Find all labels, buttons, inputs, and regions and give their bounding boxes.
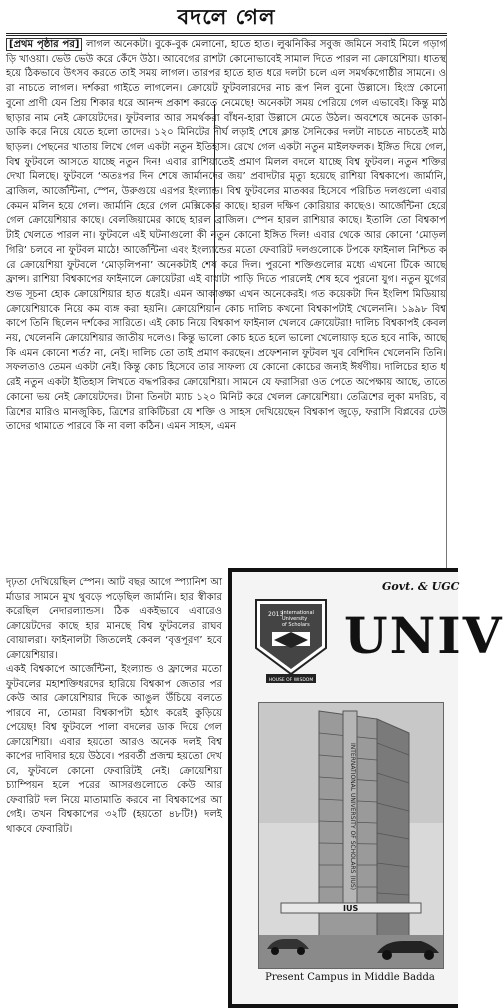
article-body-narrow-column	[6, 576, 222, 1004]
campus-caption: Present Campus in Middle Badda	[265, 972, 435, 983]
university-logo-icon	[252, 596, 330, 686]
university-title: UNIV	[344, 606, 504, 665]
headline-rule	[6, 33, 447, 34]
logo-line-1: International	[282, 610, 314, 616]
ad-panel	[232, 572, 504, 1004]
article-text-part-2: দৃঢ়তা দেখিয়েছিল স্পেন। আট বছর আগে স্প্যানিশ আর্মাডার সামনে মুখ থুবড়ে পড়েছিল জার্মানি। হার স্বীকার করেছিল নেদারল্যান্ডস। ঠিক একইভাবে এবারেও ক্রোয়েটদের কাছে হার মানছে বিশ্ব ফুটবলের রাঘববোয়ালরা। ফাইনালটা জিতলেই কেবল ‘বৃত্তপূরণ’ হবে ক্রোয়েশিয়ার। একই বিশ্বকাপে আর্জেন্টিনা, ইংল্যান্ড ও ফ্রান্সের মতো ফুটবলের মহাশক্তিধরদের হারিয়ে বিশ্বকাপ জেতার পর কেউ আর ক্রোয়েশিয়ার দিকে আঙুল উঁচিয়ে বলতে পারবে না, তোমরা বিশ্বকাপটা হঠাৎ করেই কুড়িয়ে পেয়েছ! বিশ্ব ফুটবলে পালা বদলের ডাক দিয়ে গেল ক্রোয়েশিয়া। এবার হয়তো আরও অনেক দলই বিশ্বকাপের দাবিদার হয়ে উঠবে। পরবর্তী প্রজন্ম হয়তো দেখবে, ফুটবলে কোনো ফেবারিটই নেই। ক্রোয়েশিয়া চ্যাম্পিয়ন হলে পরের আসরগুলোতে কেউ আর ফেবারিট দল নিয়ে মাতামাতি করবে না বিশ্বকাপের আগেই। তখন বিশ্বকাপের ৩২টি (হয়তো ৪৮টি!) দলই থাকবে ফেবারিট।	[6, 577, 222, 835]
logo-line-3: of Scholars	[282, 622, 310, 628]
logo-motto: HOUSE OF WISDOM	[268, 678, 314, 683]
right-edge-divider	[214, 104, 227, 304]
logo-line-2: University	[282, 616, 308, 622]
university-advertisement	[228, 568, 504, 1008]
continuation-label: [প্রথম পৃষ্ঠার পর]	[6, 38, 82, 51]
article-text-part-1: লাগল অনেকটা। বুকে-বুক মেলানো, হাতে হাত। লুঝনিকির সবুজ জমিনে সবাই মিলে গড়াগড়ি খাওয়া। ভেউ ভেউ করে কেঁদে উঠা। আবেগের রাশটা কোনোভাবেই সামাল দিতে পারল না ক্রোয়েশিয়া। ধাতস্থ হয়ে ঠিকভাবে উৎসব করতে তাই সময় লাগল। তারপর হাতে হাত ধরে দলটা চলে এল সমর্থকগোষ্ঠীর সামনে। ওরা নাচতে লাগল। দর্শকরা গাইতে লাগলেন। ক্রোয়েট ফুটবলারদের নাচ রূপ নিল বুনো উল্লাসে। হিংস্র কোনো বুনো প্রাণী যেন প্রিয় শিকার ধরে আনন্দ প্রকাশ করতে নেমেছে! অনেকটা সময় পেরিয়ে গেল এভাবেই। কিন্তু মাঠ ছাড়ার নাম নেই ক্রোয়েটদের। ফুটবলার আর সমর্থকরা বাঁধন-হারা উল্লাসে মেতে উঠল। অবশেষে অনেক ডাকা-ডাকি করে নিয়ে যেতে হলো তাদের। ১২০ মিনিটের দীর্ঘ লড়াই শেষে ক্লান্ত সৈনিকের দলটা নাচতে নাচতেই মাঠ ছাড়ল। পেছনের খাতায় লিখে গেল একটা নতুন ইতিহাস। রেখে গেল একটা নতুন মাইলফলক। ইঙ্গিত দিয়ে গেল, বিশ্ব ফুটবলে আসতে যাচ্ছে নতুন দিন! এবার রাশিয়াতেই প্রমাণ মিলল বদলে যাচ্ছে বিশ্ব ফুটবল। নতুন শক্তির দেখা মিলছে। ফুটবলে ‘অতঃপর দিন শেষে জার্মানদের জয়’ প্রবাদটার মৃত্যু হয়েছে রাশিয়া বিশ্বকাপে। জার্মানি, ব্রাজিল, আর্জেন্টিনা, স্পেন, উরুগুয়ে এরপর ইংল্যান্ড। বিশ্ব ফুটবলের মাতব্বর হিসেবে পরিচিত দলগুলো এবার কেমন মলিন হয়ে গেল। জার্মানি হেরে গেল মেক্সিকোর কাছে। হারল দক্ষিণ কোরিয়ার কাছেও। আর্জেন্টিনা হেরে গেল ক্রোয়েশিয়ার কাছে। বেলজিয়ামের কাছে হারল ব্রাজিল। স্পেন হারল রাশিয়ার কাছে। ইতালি তো বিশ্বকাপটাই খেলতে পারল না। ফুটবলে এই ঘটনাগুলো কী নতুন কোনো ইঙ্গিত দিল! এবার থেকে আর কোনো ‘মোড়লগিরি’ চলবে না ফুটবল মাঠে! আর্জেন্টিনা এবং ইংল্যান্ডের মতো ফেবারিট দলগুলোকে টপকে ফাইনাল নিশ্চিত করে ক্রোয়েশিয়া ফুটবলে ‘মোড়লিপনা’ অনেকটাই শেষ করে দিল। পুরনো শক্তিগুলোর মধ্যে এখনো টিকে আছে ফ্রান্স। রাশিয়া বিশ্বকাপের ফাইনালে ক্রোয়েটরা এই বাধাটা পাড়ি দিতে পারলেই শেষ হবে পুরনো যুগ। নতুন যুগের শুভ সূচনা হোক ক্রোয়েশিয়ার হাত ধরেই। এমন আকাঙ্ক্ষা এখন অনেকেরই। গত কয়েকটা দিন ইংলিশ মিডিয়ায় ক্রোয়েশিয়াকে নিয়ে কম ব্যঙ্গ করা হয়নি। ক্রোয়েশিয়ান কোচ দালিচ কখনো বিশ্বকাপটাই খেলেননি। ১৯৯৮ বিশ্বকাপে তিনি ছিলেন দর্শকের সারিতে। এই কোচ নিয়ে বিশ্বকাপ ফাইনাল খেলবে ক্রোয়েটরা! দালিচ বিশ্বকাপই কেবল নয়, খেলেননি ক্রোয়েশিয়ার জাতীয় দলেও। কিন্তু ভালো কোচ হতে হলে ভালো খেলোয়াড় হতে হবে নাকি, আছে কি এমন কোনো শর্ত? না, নেই। দালিচ তো তাই প্রমাণ করছেন। প্রফেশনাল ফুটবল খুব বেশিদিন খেলেননি তিনি। সফলতাও তেমন একটা নেই। কিন্তু কোচ হিসেবে তার সাফল্য যে কোনো কোচের জন্যই ঈর্ষণীয়। দালিচের হাত ধরেই নতুন একটা ইতিহাস লিখতে বদ্ধপরিকর ক্রোয়েশিয়া। সামনে যে ফরাসিরা ওত পেতে অপেক্ষায় আছে, তাতে কোনো ভয় নেই ক্রোয়েটদের। টানা তিনটা ম্যাচ ১২০ মিনিট করে খেলল ক্রোয়েশিয়া। তেত্রিশের লুকা মদরিচ, বত্রিশের মারিও মানজুকিচ, ত্রিশের রাকিটিচরা যে শক্তি ও সাহস দেখিয়েছেন বিশ্বকাপ জুড়ে, ফরাসি বিপ্লবের ঢেউ তাদের থামাতে পারবে কি না বলা কঠিন। এমন সাহস, এমন	[6, 39, 446, 433]
building-ius-text: IUS	[343, 904, 359, 913]
building-sign-text: INTERNATIONAL UNIVERSITY OF SCHOLARS (IUS)	[349, 743, 356, 890]
column-divider	[446, 38, 447, 576]
ad-approval-text: Govt. & UGC	[382, 580, 460, 593]
article-headline: বদলে গেল	[177, 5, 276, 29]
headline-rule-secondary	[6, 35, 447, 36]
campus-photo	[258, 702, 444, 969]
logo-year: 2013	[268, 611, 284, 618]
campus-building-image	[259, 703, 443, 968]
